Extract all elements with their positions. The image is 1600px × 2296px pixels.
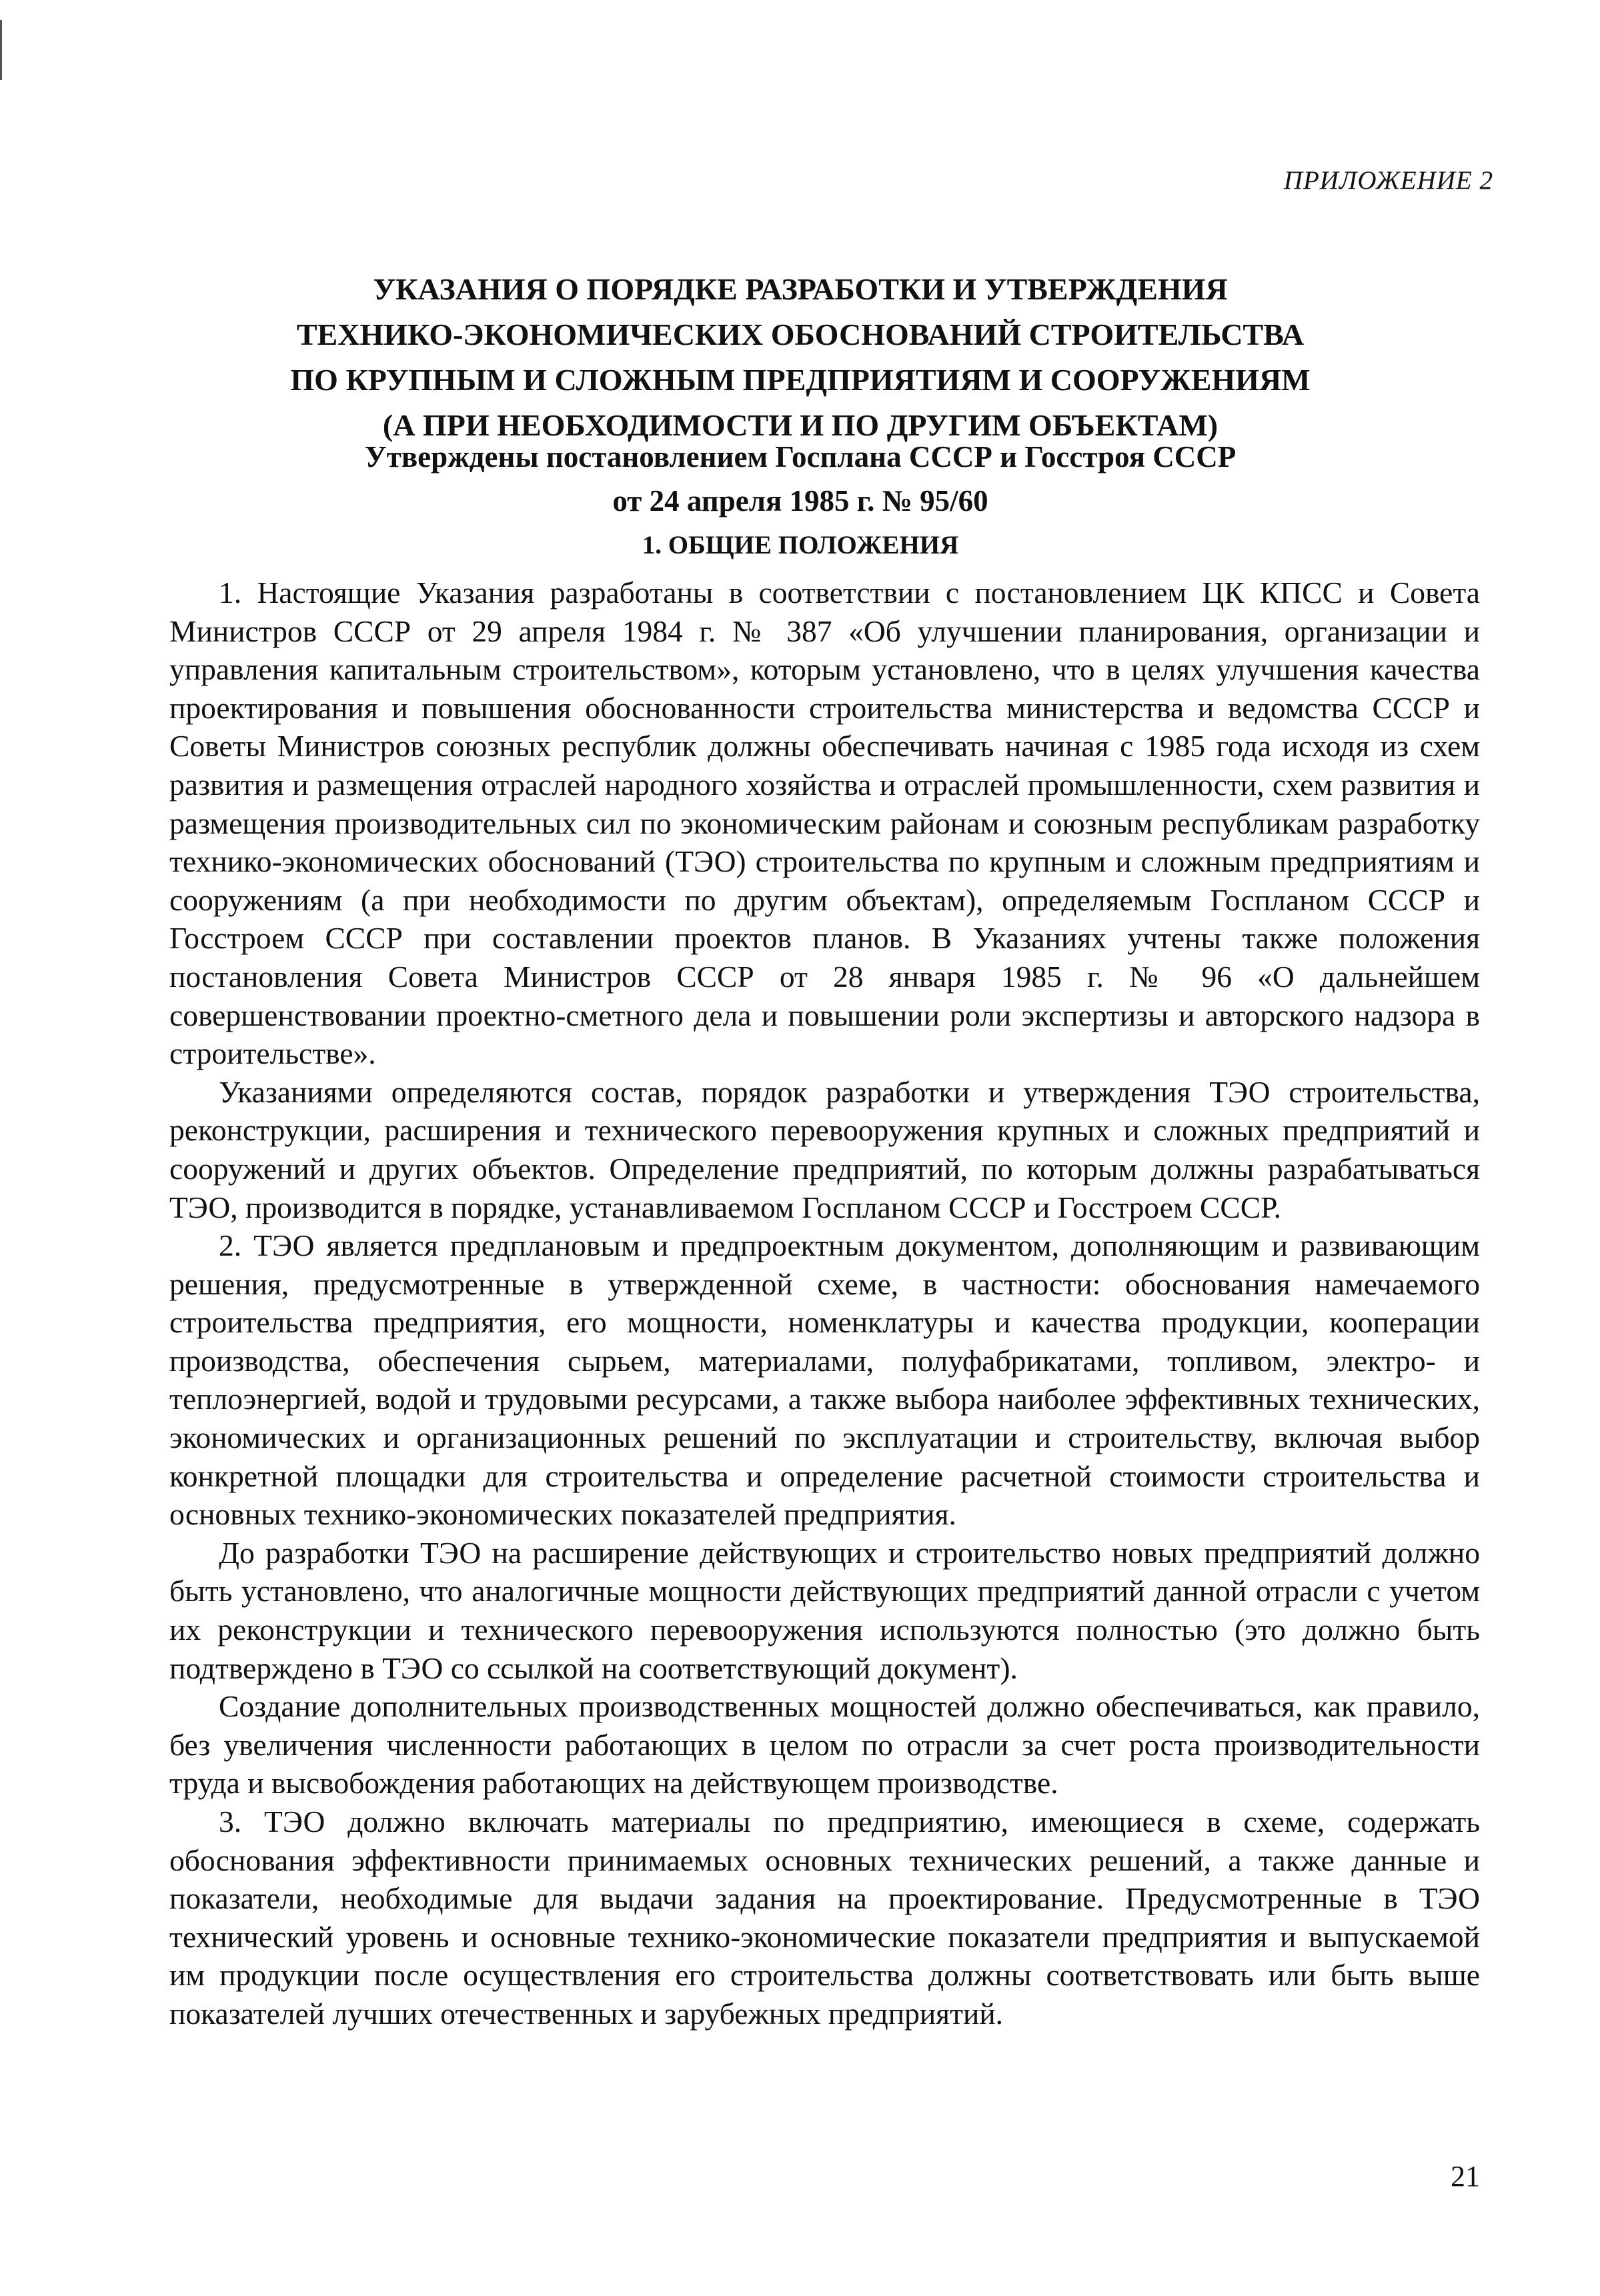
section-heading: 1. ОБЩИЕ ПОЛОЖЕНИЯ bbox=[642, 531, 959, 559]
appendix-label: ПРИЛОЖЕНИЕ 2 bbox=[1283, 166, 1493, 195]
approval-date-line: от 24 апреля 1985 г. № 95/60 bbox=[612, 484, 988, 517]
approval-line: Утверждены постановлением Госплана СССР и Госстроя СССР bbox=[364, 440, 1237, 473]
title-line: УКАЗАНИЯ О ПОРЯДКЕ РАЗРАБОТКИ И УТВЕРЖДЕНИЯ bbox=[373, 272, 1228, 306]
approval-note bbox=[160, 435, 1441, 523]
title-line: (А ПРИ НЕОБХОДИМОСТИ И ПО ДРУГИМ ОБЪЕКТАМ) bbox=[382, 408, 1219, 442]
paragraph: Указаниями определяются состав, порядок разработки и утверждения ТЭО строительства, реконструкции, расширения и технического перевооружения крупных и сложных предприятий и сооружений и других объектов. Определение предприятий, по которым должны разрабатываться ТЭО, производится в порядке, устанавливаемом Госпланом СССР и Госстроем СССР. bbox=[169, 1074, 1480, 1224]
document-title bbox=[160, 267, 1441, 448]
title-line: ПО КРУПНЫМ И СЛОЖНЫМ ПРЕДПРИЯТИЯМ И СООРУЖЕНИЯМ bbox=[290, 363, 1311, 397]
paragraph: 1. Настоящие Указания разработаны в соответствии с постановлением ЦК КПСС и Совета Министров СССР от 29 апреля 1984 г. № 387 «Об улучшении планирования, организации и управления капитальным строительством», которым установлено, что в целях улучшения качества проектирования и повышения обоснованности строительства министерства и ведомства СССР и Советы Министров союзных республик должны обеспечивать начиная с 1985 года исходя из схем развития и размещения отраслей народного хозяйства и отраслей промышленности, схем развития и размещения производительных сил по экономическим районам и союзным республикам разработку технико-экономических обоснований (ТЭО) строительства по крупным и сложным предприятиям и сооружениям (а при необходимости по другим объектам), определяемым Госпланом СССР и Госстроем СССР при составлении проектов планов. В Указаниях учтены также положения постановления Совета Министров СССР от 28 января 1985 г. № 96 «О дальнейшем совершенствовании проектно-сметного дела и повышении роли экспертизы и авторского надзора в строительстве». bbox=[169, 576, 1480, 1071]
section-body bbox=[169, 573, 1480, 2033]
page-number: 21 bbox=[1451, 2160, 1480, 2193]
title-line: ТЕХНИКО-ЭКОНОМИЧЕСКИХ ОБОСНОВАНИЙ СТРОИТЕЛЬСТВА bbox=[296, 317, 1305, 351]
paragraph: Создание дополнительных производственных мощностей должно обеспечиваться, как правило, без увеличения численности работающих в целом по отрасли за счет роста производительности труда и высвобождения работающих на действующем производстве. bbox=[169, 1689, 1480, 1801]
paragraph: 3. ТЭО должно включать материалы по предприятию, имеющиеся в схеме, содержать обоснования эффективности принимаемых основных технических решений, а также данные и показатели, необходимые для выдачи задания на проектирование. Предусмотренные в ТЭО технический уровень и основные технико-экономические показатели предприятия и выпускаемой им продукции после осуществления его строительства должны соответствовать или быть выше показателей лучших отечественных и зарубежных предприятий. bbox=[169, 1805, 1480, 2031]
paragraph: 2. ТЭО является предплановым и предпроектным документом, дополняющим и развивающим решения, предусмотренные в утвержденной схеме, в частности: обоснования намечаемого строительства предприятия, его мощности, номенклатуры и качества продукции, кооперации производства, обеспечения сырьем, материалами, полуфабрикатами, топливом, электро- и теплоэнергией, водой и трудовыми ресурсами, а также выбора наиболее эффективных технических, экономических и организационных решений по эксплуатации и строительству, включая выбор конкретной площадки для строительства и определение расчетной стоимости строительства и основных технико-экономических показателей предприятия. bbox=[169, 1228, 1480, 1532]
paragraph: До разработки ТЭО на расширение действующих и строительство новых предприятий должно быть установлено, что аналогичные мощности действующих предприятий данной отрасли с учетом их реконструкции и технического перевооружения используются полностью (это должно быть подтверждено в ТЭО со ссылкой на соответствующий документ). bbox=[169, 1535, 1480, 1685]
scan-edge-mark bbox=[0, 20, 2, 80]
